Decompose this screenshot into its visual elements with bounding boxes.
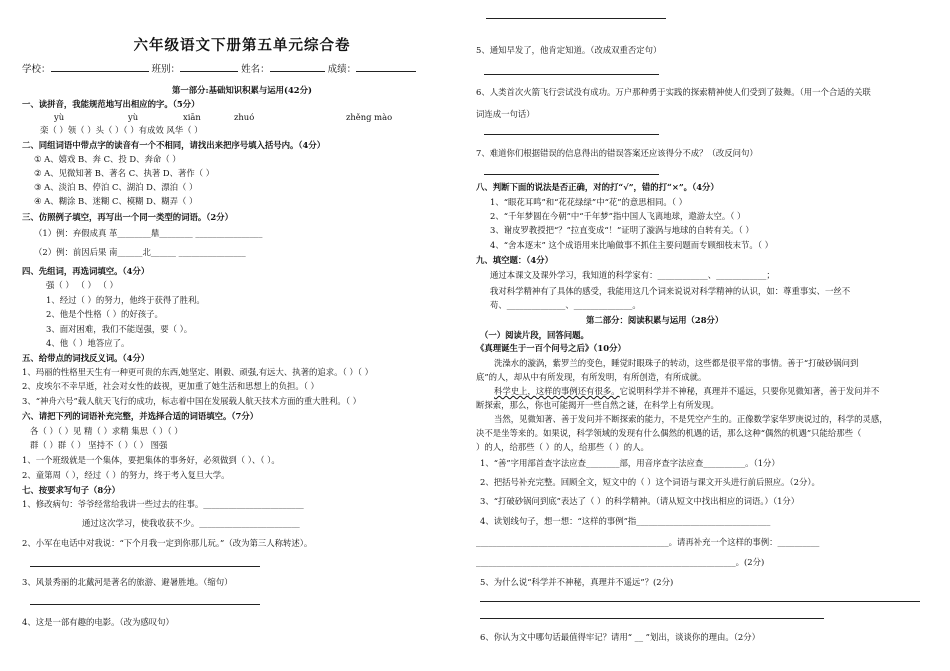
q1-answer-line: 栾（ ）领（ ）头（ ）（ ）有成效 风华（ ） (40, 125, 203, 135)
name-field[interactable] (270, 62, 325, 72)
underlined-sentence: 科学史上，这样的事例还有很多。 (494, 386, 620, 396)
reading-question: 4、读划线句子，想一想：“这样的事例”指________________________________ (480, 516, 771, 526)
reading-question: ______________________________________________。请再补充一个这样的事例：__________ (476, 537, 820, 547)
q8-row: 4、“舍本逐末” 这个成语用来比喻做事不抓住主要问题而专顾细枝末节。（ ） (490, 240, 774, 250)
q5-row: 3、“神舟六号”载人航天飞行的成功，标志着中国在发展载人航天技术方面的重大胜利。（ ） (22, 396, 361, 406)
q4-row: 1、经过（ ）的努力，他终于获得了胜利。 (46, 295, 205, 305)
reading-question: 5、为什么说“科学并不神秘，真理并不遥远”？(2分) (480, 577, 674, 587)
passage-line: 断探索，那么，你也可能揭开一些自然之谜，在科学上有所发现。 (476, 400, 719, 410)
q9-row: 苟、______________、______________。 (490, 300, 641, 310)
reading-question: 1、“善”字用部首查字法应查________部，用音序查字法应查__________。（1分） (480, 458, 780, 468)
answer-line[interactable] (30, 566, 260, 567)
page-title: 六年级语文下册第五单元综合卷 (133, 37, 351, 54)
q7-row: 4、这是一部有趣的电影。（改为感叹句） (22, 617, 174, 627)
q7-row: 2、小军在电话中对我说：“下个月我一定到你那儿玩。”（改为第三人称转述）。 (22, 538, 313, 548)
q8-row: 3、谢皮罗教授把“？”拉直变成“！”证明了漩涡与地球的自转有关。（ ） (490, 225, 754, 235)
class-field[interactable] (180, 62, 238, 72)
answer-line[interactable] (484, 74, 659, 75)
score-label: 成绩： (327, 64, 357, 75)
pinyin: zhuó (234, 112, 255, 122)
q6-row: 各（ ）（ ）见 精（ ）求精 集思（ ）（ ） (30, 426, 183, 436)
q2-row: ③ A、淡泊 B、停泊 C、湖泊 D、漂泊（ ） (34, 182, 198, 192)
passage-line: 当然，见微知著、善于发问并不断探索的能力，不是凭空产生的。正像数学家华罗庚说过的，科学的灵感， (494, 414, 888, 424)
q6-row: 1、一个班级就是一个集体，要把集体的事务好，必须做到（ ）、（ ）。 (22, 455, 280, 465)
name-label: 姓名： (241, 64, 270, 75)
school-field[interactable] (51, 62, 149, 72)
part1-heading: 第一部分:基础知识积累与运用(42分) (172, 85, 312, 95)
q7-row: 通过这次学习，使我收获不少。________________________ (82, 518, 300, 528)
q4-word-row: 强（ ） （ ） （ ） (46, 280, 118, 290)
q9-heading: 九、填空题：（4分） (476, 255, 554, 265)
q9-row: 我对科学精神有了具体的感受，我能用这几个词来说说对科学精神的认识，如：尊重事实、一丝不 (490, 286, 851, 296)
q8-row: 1、“眼花耳鸣”和“花花绿绿”中“花”的意思相同。（ ） (490, 197, 687, 207)
q9-row: 通过本课文及课外学习，我知道的科学家有：____________、____________； (490, 270, 775, 280)
rq6-line1: 6、人类首次火箭飞行尝试没有成功。万户那种勇于实践的探索精神使人们受到了鼓舞。（用一个合适的关联 (476, 87, 871, 97)
pinyin: yù (128, 112, 139, 122)
answer-line[interactable] (30, 604, 260, 605)
q6-heading: 六、请把下列的词语补充完整，并选择合适的词语填空。（7分） (22, 411, 259, 421)
rq5: 5、通知早发了，他肯定知道。（改成双重否定句） (476, 45, 662, 55)
passage-line: 决不是坐等来的。如果说，科学领域的发现有什么偶然的机遇的话，那么这种“偶然的机遇”只能给那些（ (476, 428, 862, 438)
answer-line[interactable] (484, 134, 659, 135)
q8-row: 2、“千年梦圆在今朝”中“千年梦”指中国人飞离地球，遨游太空。（ ） (490, 211, 746, 221)
part2-subheading: （一）阅读片段，回答问题。 (480, 330, 589, 340)
q7-heading: 七、按要求写句子（8分） (22, 485, 120, 495)
school-label: 学校： (22, 64, 51, 75)
rq6-line2: 词连成一句话） (476, 109, 535, 119)
passage-title: 《真理诞生于一百个问号之后》（10分） (476, 343, 626, 353)
pinyin: zhěng mào (346, 112, 393, 122)
q2-row: ② A、见微知著 B、著名 C、执著 D、著作（ ） (34, 168, 215, 178)
q4-heading: 四、先组词，再选词填空。（4分） (22, 266, 150, 276)
reading-question: 6、你认为文中哪句话最值得牢记？请用“ __ ”划出，谈谈你的理由。（2分） (480, 632, 760, 642)
q2-row: ① A、嬉戏 B、奔 C、投 D、奔命（ ） (34, 154, 181, 164)
class-label: 班别： (151, 64, 181, 75)
q2-row: ④ A、糊涂 B、迷糊 C、模糊 D、糊弄（ ） (34, 196, 198, 206)
q8-heading: 八、判断下面的说法是否正确，对的打“√”，错的打“×”。（4分） (476, 182, 719, 192)
q5-heading: 五、给带点的词找反义词。（4分） (22, 353, 150, 363)
pinyin: xiān (183, 112, 201, 122)
q3-heading: 三、仿照例子填空，再写出一个同一类型的词语。（2分） (22, 212, 234, 222)
q4-row: 3、面对困难，我们不能逞强，要（ ）。 (46, 324, 193, 334)
reading-question: 2、把括号补充完整。回顾全文，短文中的（ ）这个词语与课文开头进行前后照应。（2分）。 (480, 477, 820, 487)
passage-line: 洗澡水的漩涡，紫罗兰的变色，睡觉时眼珠子的转动，这些都是很平常的事情。善于“打破砂锅问到 (494, 358, 859, 368)
answer-line[interactable] (484, 174, 659, 175)
pinyin: yù (54, 112, 65, 122)
q3-row: （1）例：弃假成真 革________鼎________ ________________ (34, 228, 263, 238)
answer-line[interactable] (480, 618, 824, 619)
q7-row: 1、修改病句：爷爷经常给我讲一些过去的往事。________________________ (22, 499, 304, 509)
part2-heading: 第二部分：阅读积累与运用（28分） (586, 315, 724, 325)
q7-row: 3、风景秀丽的北戴河是著名的旅游、避暑胜地。（缩句） (22, 577, 233, 587)
header-fields (22, 62, 416, 75)
reading-question: 3、“打破砂锅问到底”表达了（ ）的科学精神。（请从短文中找出相应的词语。）（1分） (480, 496, 800, 506)
passage-line: 科学史上，这样的事例还有很多。它说明科学并不神秘，真理并不遥远，只要你见微知著，善于发问并不 (494, 386, 880, 396)
rq7: 7、难道你们根据错误的信息得出的错误答案还应该得分不成？（改反问句） (476, 148, 758, 158)
q6-row: 2、童第周（ ），经过（ ）的努力，终于考入复旦大学。 (22, 470, 230, 480)
q1-heading: 一、读拼音，我能规范地写出相应的字。（5分） (22, 99, 200, 109)
answer-line[interactable] (486, 18, 666, 19)
q5-row: 1、玛丽的性格里天生有一种更可贵的东西,她坚定、刚毅、顽强,有远大、执著的追求。（ ）（ ） (22, 367, 373, 377)
score-field[interactable] (356, 62, 416, 72)
q5-row: 2、皮埃尔不幸早逝，社会对女性的歧视，更加重了她生活和思想上的负担。（ ） (22, 381, 319, 391)
q4-row: 4、他（ ）地答应了。 (46, 338, 130, 348)
q6-row: 群（ ）群（ ） 坚持不（ ）（ ） 图强 (30, 440, 168, 450)
passage-line: 底”的人，却从中有所发现，有所发明，有所创造，有所成就。 (476, 372, 707, 382)
passage-line: ）的人，给那些（ ）的人，给那些（ ）的人。 (476, 442, 649, 452)
q4-row: 2、他是个性格（ ）的好孩子。 (46, 309, 163, 319)
answer-line[interactable] (480, 601, 920, 602)
q2-heading: 二、同组词语中带点字的读音有一个不相同，请找出来把序号填入括号内。（4分） (22, 140, 326, 150)
q3-row: （2）例：前因后果 南______北______ ________________ (34, 247, 246, 257)
reading-question: ______________________________________________________________。(2分) (476, 557, 765, 567)
